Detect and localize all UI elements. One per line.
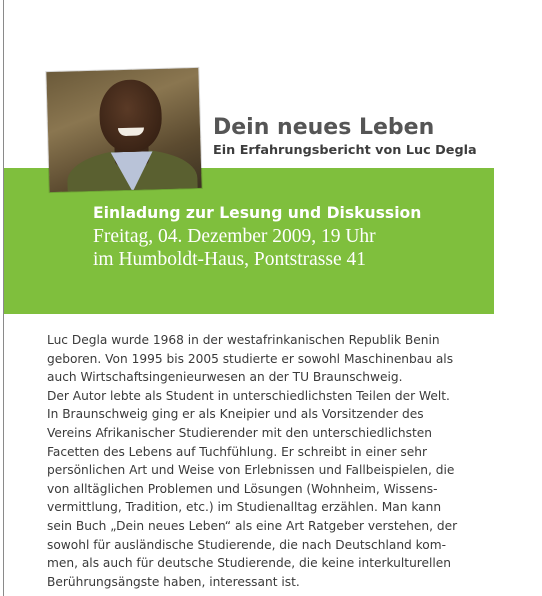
bio-line: geboren. Von 1995 bis 2005 studierte er sowohl Maschinenbau als xyxy=(47,351,454,366)
invitation-heading: Einladung zur Lesung und Diskussion xyxy=(93,204,422,222)
page-subtitle: Ein Erfahrungsbericht von Luc Degla xyxy=(213,143,477,158)
page-title: Dein neues Leben xyxy=(213,115,435,140)
bio-line: sowohl für ausländische Studierende, die nach Deutschland kom- xyxy=(47,537,446,552)
bio-line: Vereins Afrikanischer Studierender mit den unterschiedlichsten xyxy=(47,425,432,440)
bio-line: Berührungsängste haben, interessant ist. xyxy=(47,574,300,589)
bio-line: persönlichen Art und Weise von Erlebnissen und Fallbeispielen, die xyxy=(47,463,455,478)
bio-line: sein Buch „Dein neues Leben“ als eine Art Ratgeber verstehen, der xyxy=(47,518,458,533)
author-photo xyxy=(46,68,201,192)
bio-line: Luc Degla wurde 1968 in der westafrinkanischen Republik Benin xyxy=(47,333,440,347)
bio-line: von alltäglichen Problemen und Lösungen (Wohnheim, Wissens- xyxy=(47,481,438,496)
bio-line: auch Wirtschaftsingenieurwesen an der TU Braunschweig. xyxy=(47,370,403,385)
bio-line: Der Autor lebte als Student in unterschiedlichsten Teilen der Welt. xyxy=(47,388,450,403)
bio-line: vermittlung, Tradition, etc.) im Studienalltag erzählen. Man kann xyxy=(47,500,442,515)
bio-line: Facetten des Lebens auf Tuchfühlung. Er schreibt in einer sehr xyxy=(47,444,428,459)
bio-line: In Braunschweig ging er als Kneipier und als Vorsitzender des xyxy=(47,407,424,422)
bio-line: men, als auch für deutsche Studierende, die keine interkulturellen xyxy=(47,556,452,571)
event-location: im Humboldt-Haus, Pontstrasse 41 xyxy=(93,249,366,270)
event-date: Freitag, 04. Dezember 2009, 19 Uhr xyxy=(93,226,376,247)
author-bio xyxy=(47,331,497,591)
